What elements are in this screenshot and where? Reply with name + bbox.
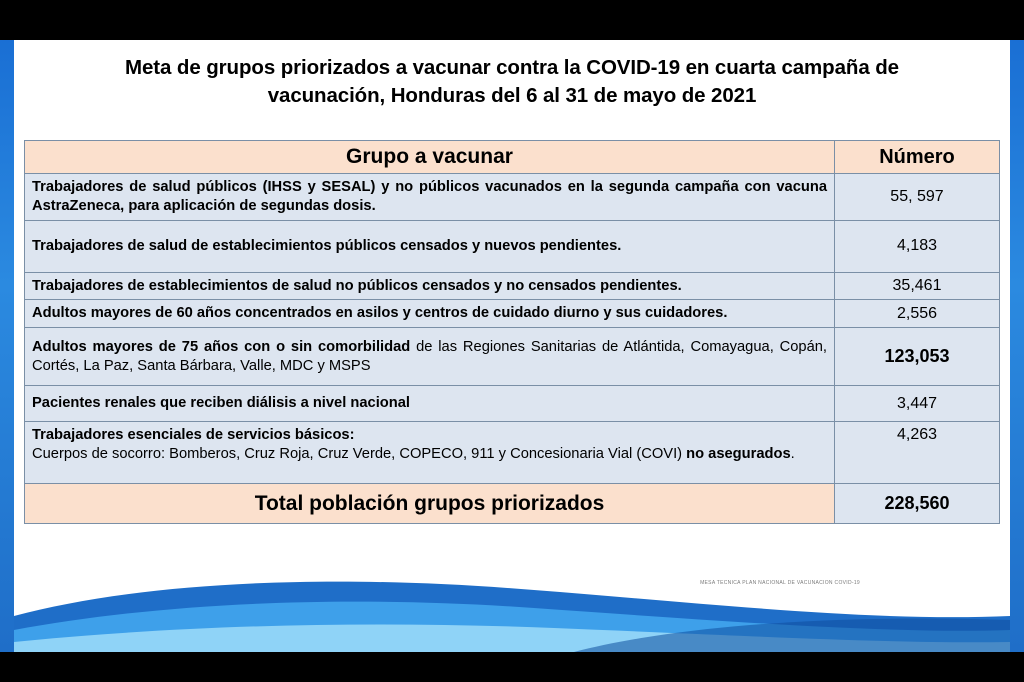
decorative-swoosh xyxy=(14,564,1010,652)
table-row xyxy=(25,220,1000,272)
total-number: 228,560 xyxy=(835,484,1000,524)
table-row xyxy=(25,300,1000,328)
group-number: 35,461 xyxy=(835,272,1000,300)
group-number: 4,183 xyxy=(835,220,1000,272)
group-description xyxy=(25,386,835,422)
table-row xyxy=(25,422,1000,484)
group-text-bold-2: no asegurados xyxy=(686,446,791,463)
group-number: 55, 597 xyxy=(835,174,1000,221)
group-text-bold: Adultos mayores de 60 años concentrados en asilos y centros de cuidado diurno y sus cuidadores. xyxy=(32,305,728,322)
group-number: 4,263 xyxy=(835,422,1000,484)
group-text-normal: Cuerpos de socorro: Bomberos, Cruz Roja, Cruz Verde, COPECO, 911 y Concesionaria Vial (COVI) xyxy=(32,446,687,463)
group-description xyxy=(25,300,835,328)
slide-content xyxy=(14,40,1010,652)
group-description xyxy=(25,422,835,484)
slide-credit: MESA TECNICA PLAN NACIONAL DE VACUNACION COVID-19 xyxy=(700,580,860,586)
table-total-row xyxy=(25,484,1000,524)
total-label: Total población grupos priorizados xyxy=(25,484,835,524)
title-line-1: Meta de grupos priorizados a vacunar contra la COVID-19 en cuarta campaña de xyxy=(125,56,899,79)
group-text-bold: Trabajadores esenciales de servicios básicos: xyxy=(32,427,355,444)
group-text-bold: Adultos mayores de 75 años con o sin comorbilidad xyxy=(32,338,411,355)
group-description xyxy=(25,272,835,300)
group-text-normal: de las Regiones Sanitarias de Atlántida, Comayagua, Copán, Cortés, La Paz, Santa Bárbara, Valle, MDC y MSPS xyxy=(32,338,827,374)
table-row xyxy=(25,328,1000,386)
column-header-number: Número xyxy=(835,141,1000,174)
group-text-bold: Trabajadores de salud de establecimientos públicos censados y nuevos pendientes. xyxy=(32,237,622,254)
group-text-bold: Trabajadores de salud públicos (IHSS y SESAL) y no públicos vacunados en la segunda campaña con vacuna AstraZeneca, para aplicación de segundas dosis. xyxy=(32,179,827,214)
group-description xyxy=(25,174,835,221)
group-text-normal-2: . xyxy=(790,446,795,463)
group-number: 3,447 xyxy=(835,386,1000,422)
table-row xyxy=(25,386,1000,422)
group-description xyxy=(25,220,835,272)
group-text-bold: Pacientes renales que reciben diálisis a nivel nacional xyxy=(32,395,410,412)
swoosh-svg xyxy=(14,564,1010,652)
group-number: 2,556 xyxy=(835,300,1000,328)
table-row xyxy=(25,174,1000,221)
priority-groups-table xyxy=(24,140,1000,524)
group-text-bold: Trabajadores de establecimientos de salud no públicos censados y no censados pendientes. xyxy=(32,277,682,294)
table-row xyxy=(25,272,1000,300)
title-line-2: vacunación, Honduras del 6 al 31 de mayo de 2021 xyxy=(267,83,757,107)
page-title xyxy=(14,40,1010,115)
right-accent-bar xyxy=(1010,40,1024,652)
group-description xyxy=(25,328,835,386)
table-header-row xyxy=(25,141,1000,174)
column-header-group: Grupo a vacunar xyxy=(25,141,835,174)
group-number: 123,053 xyxy=(835,328,1000,386)
left-accent-bar xyxy=(0,40,14,652)
